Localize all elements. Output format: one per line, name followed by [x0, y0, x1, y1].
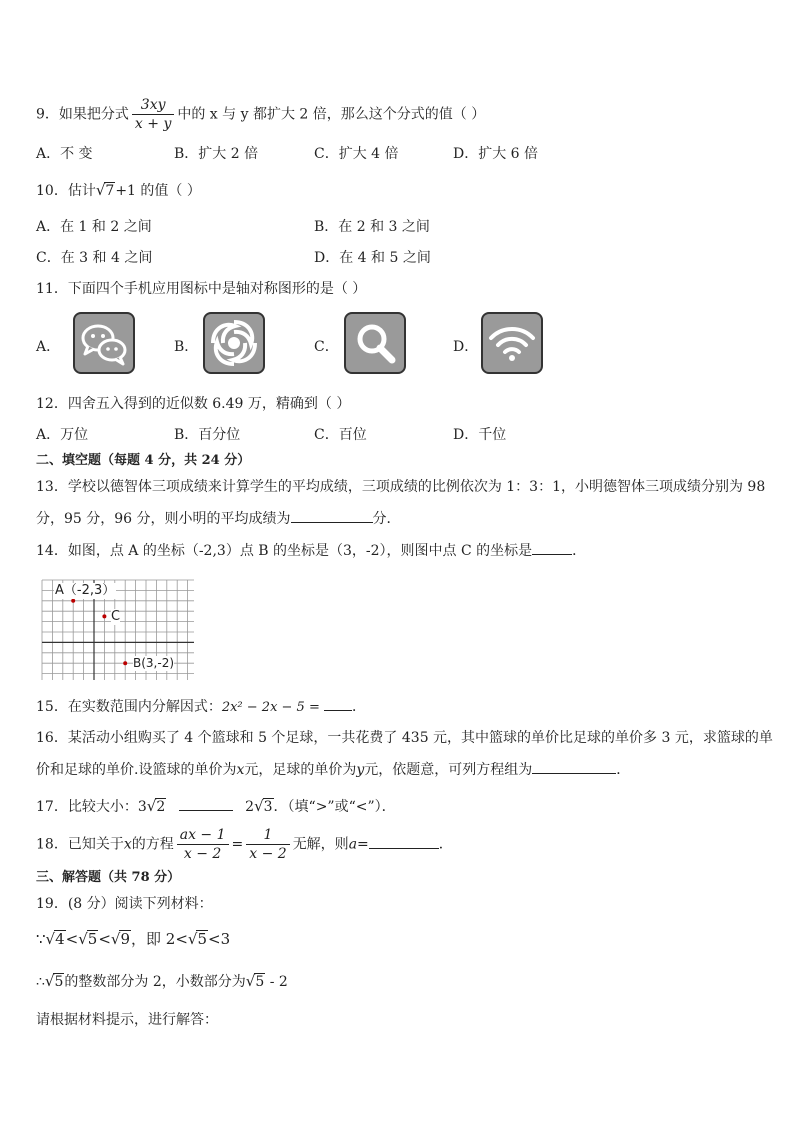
q17-stem-label: 17．比较大小：: [36, 799, 138, 815]
q18-fraction-right: [246, 826, 289, 863]
q17-tail: ．（填“>”或“<”）．: [273, 799, 396, 815]
q15-stem-b: ．: [352, 699, 366, 715]
q19-lt1: <: [65, 930, 79, 948]
q11-label-c: C．: [314, 339, 339, 355]
q16-line2b: 元，足球的单价为: [244, 762, 357, 778]
magnifier-icon: [344, 312, 406, 374]
q19-stem: 19．(8 分）阅读下列材料：: [36, 896, 213, 912]
q11-label-d: D．: [453, 339, 479, 355]
q9-stem-a: 9．如果把分式: [36, 106, 129, 123]
q18-stem: [36, 826, 453, 863]
q19-l2-rad2: 5: [255, 974, 265, 990]
sqrt-icon: √: [146, 797, 157, 815]
q12-option-b: B．百分位: [174, 427, 241, 443]
q11-stem: 11．下面四个手机应用图标中是轴对称图形的是（ ）: [36, 281, 367, 297]
q14-answer-blank[interactable]: [532, 540, 572, 555]
q18-f1-num: ax − 1: [177, 826, 229, 845]
q18-answer-blank[interactable]: [369, 834, 439, 849]
q16-var-x: x: [236, 762, 245, 778]
q13-line2b: 分．: [372, 511, 401, 527]
q10-stem-a: 10．估计: [36, 183, 96, 199]
q10-stem-b: +1 的值（ ）: [115, 183, 201, 199]
q10-stem: [36, 180, 201, 201]
q16-var-y: y: [356, 762, 365, 778]
q14-stem-b: ．: [572, 543, 587, 559]
q19-l1-rad3: 9: [120, 930, 131, 948]
q19-l1-rad2: 5: [87, 930, 98, 948]
q16-line2a: 价和足球的单价.设篮球的单价为: [36, 762, 237, 778]
q12-option-d: D．千位: [453, 427, 507, 443]
q18-var-x: x: [123, 836, 132, 853]
swirl-icon: [203, 312, 265, 374]
q19-lt2: <: [98, 930, 111, 948]
q12-stem: 12．四舍五入得到的近似数 6.49 万，精确到（ ）: [36, 396, 351, 412]
because-symbol: ∵: [36, 930, 46, 948]
sqrt-icon: √: [245, 972, 256, 990]
q9-option-c: C．扩大 4 倍: [314, 146, 399, 162]
q9-stem-b: 中的 x 与 y 都扩大 2 倍，那么这个分式的值（ ）: [177, 106, 486, 123]
q14-stem: [36, 540, 586, 561]
q10-option-c: C．在 3 和 4 之间: [36, 250, 153, 266]
q18-f1-den: x − 2: [183, 846, 222, 862]
q17-radicand1: 2: [156, 799, 166, 815]
point-c-label: C: [111, 609, 121, 624]
q18-equals: =: [231, 836, 244, 853]
q18-stem-b: 的方程: [131, 836, 174, 853]
q13-line2a: 分，95 分，96 分，则小明的平均成绩为: [36, 511, 291, 527]
sqrt-icon: √: [187, 930, 198, 948]
q19-l2-mid: 的整数部分为 2，小数部分为: [64, 974, 246, 990]
sqrt-icon: √: [45, 930, 56, 948]
q15-expression: 2x² − 2x − 5 =: [221, 700, 324, 715]
q17-coef2: 2: [245, 799, 255, 815]
q11-label-b: B．: [174, 339, 199, 355]
q19-l2-rad1: 5: [54, 974, 64, 990]
q17-coef1: 3: [137, 799, 147, 815]
q11-label-a: A．: [36, 339, 61, 355]
q17-stem: [36, 796, 396, 817]
q14-stem-a: 14．如图，点 A 的坐标（-2,3）点 B 的坐标是（3，-2），则图中点 C 的坐标是: [36, 543, 533, 559]
point-b-label: B(3,-2): [133, 656, 175, 670]
q9-option-b: B．扩大 2 倍: [174, 146, 259, 162]
q19-l1-rad4: 5: [197, 930, 208, 948]
q10-option-d: D．在 4 和 5 之间: [314, 250, 431, 266]
chat-bubbles-icon: [73, 312, 135, 374]
q17-answer-blank[interactable]: [179, 796, 233, 811]
q19-l1-rad1: 4: [55, 930, 65, 948]
q16-line2c: 元，依题意，可列方程组为: [364, 762, 533, 778]
q18-stem-c: 无解，则: [292, 836, 349, 853]
wifi-icon: [481, 312, 543, 374]
q18-f2-num: 1: [246, 826, 289, 845]
q19-line1: [36, 929, 230, 949]
q19-line3: 请根据材料提示，进行解答：: [36, 1012, 218, 1028]
q18-fraction-left: [177, 826, 229, 863]
section-3-heading: 三、解答题（共 78 分）: [36, 870, 181, 885]
q19-l1-mid: ，即 2<: [131, 930, 188, 948]
sqrt-icon: √: [78, 930, 88, 948]
q18-stem-a: 18．已知关于: [36, 836, 124, 853]
section-2-heading: 二、填空题（每题 4 分，共 24 分）: [36, 453, 251, 468]
q19-line2: [36, 971, 288, 992]
q13-answer-blank[interactable]: [291, 508, 373, 523]
q18-stem-d: =: [357, 836, 369, 853]
therefore-symbol: ∴: [36, 974, 45, 990]
q9-fraction: [132, 96, 174, 133]
sqrt-icon: √: [110, 930, 121, 948]
sqrt-icon: √: [254, 797, 264, 815]
sqrt-icon: √: [44, 972, 55, 990]
sqrt-icon: √: [95, 181, 106, 199]
q13-line2: [36, 508, 401, 529]
q16-answer-blank[interactable]: [532, 759, 616, 774]
q12-option-c: C．百位: [314, 427, 367, 443]
q15-stem: [36, 696, 366, 718]
q10-option-a: A．在 1 和 2 之间: [36, 219, 152, 235]
q10-option-b: B．在 2 和 3 之间: [314, 219, 430, 235]
q12-option-a: A．万位: [36, 427, 89, 443]
q18-stem-e: ．: [438, 836, 453, 853]
q16-line2d: ．: [616, 762, 631, 778]
q18-var-a: a: [348, 836, 358, 853]
q18-f2-den: x − 2: [249, 846, 287, 862]
q13-line1: 13．学校以德智体三项成绩来计算学生的平均成绩，三项成绩的比例依次为 1：3：1，小明德智体三项成绩分别为 98: [36, 479, 766, 495]
q10-radicand: 7: [105, 183, 115, 199]
q14-coordinate-grid: [40, 578, 196, 682]
q16-line1: 16．某活动小组购买了 4 个篮球和 5 个足球，一共花费了 435 元，其中篮球的单价比足球的单价多 3 元，求篮球的单: [36, 730, 773, 746]
q9-stem: [36, 96, 485, 133]
q15-stem-a: 15．在实数范围内分解因式：: [36, 699, 222, 715]
q9-frac-num: 3xy: [132, 96, 174, 115]
point-a-label: A（-2,3）: [55, 583, 116, 598]
q19-l1-end: <3: [208, 930, 231, 948]
q9-option-d: D．扩大 6 倍: [453, 146, 539, 162]
q9-option-a: A．不 变: [36, 146, 93, 162]
q16-line2: [36, 759, 630, 780]
q17-radicand2: 3: [263, 799, 273, 815]
q9-frac-den: x + y: [134, 116, 172, 132]
q19-l2-end: - 2: [265, 974, 288, 990]
q15-answer-blank[interactable]: [324, 696, 352, 711]
